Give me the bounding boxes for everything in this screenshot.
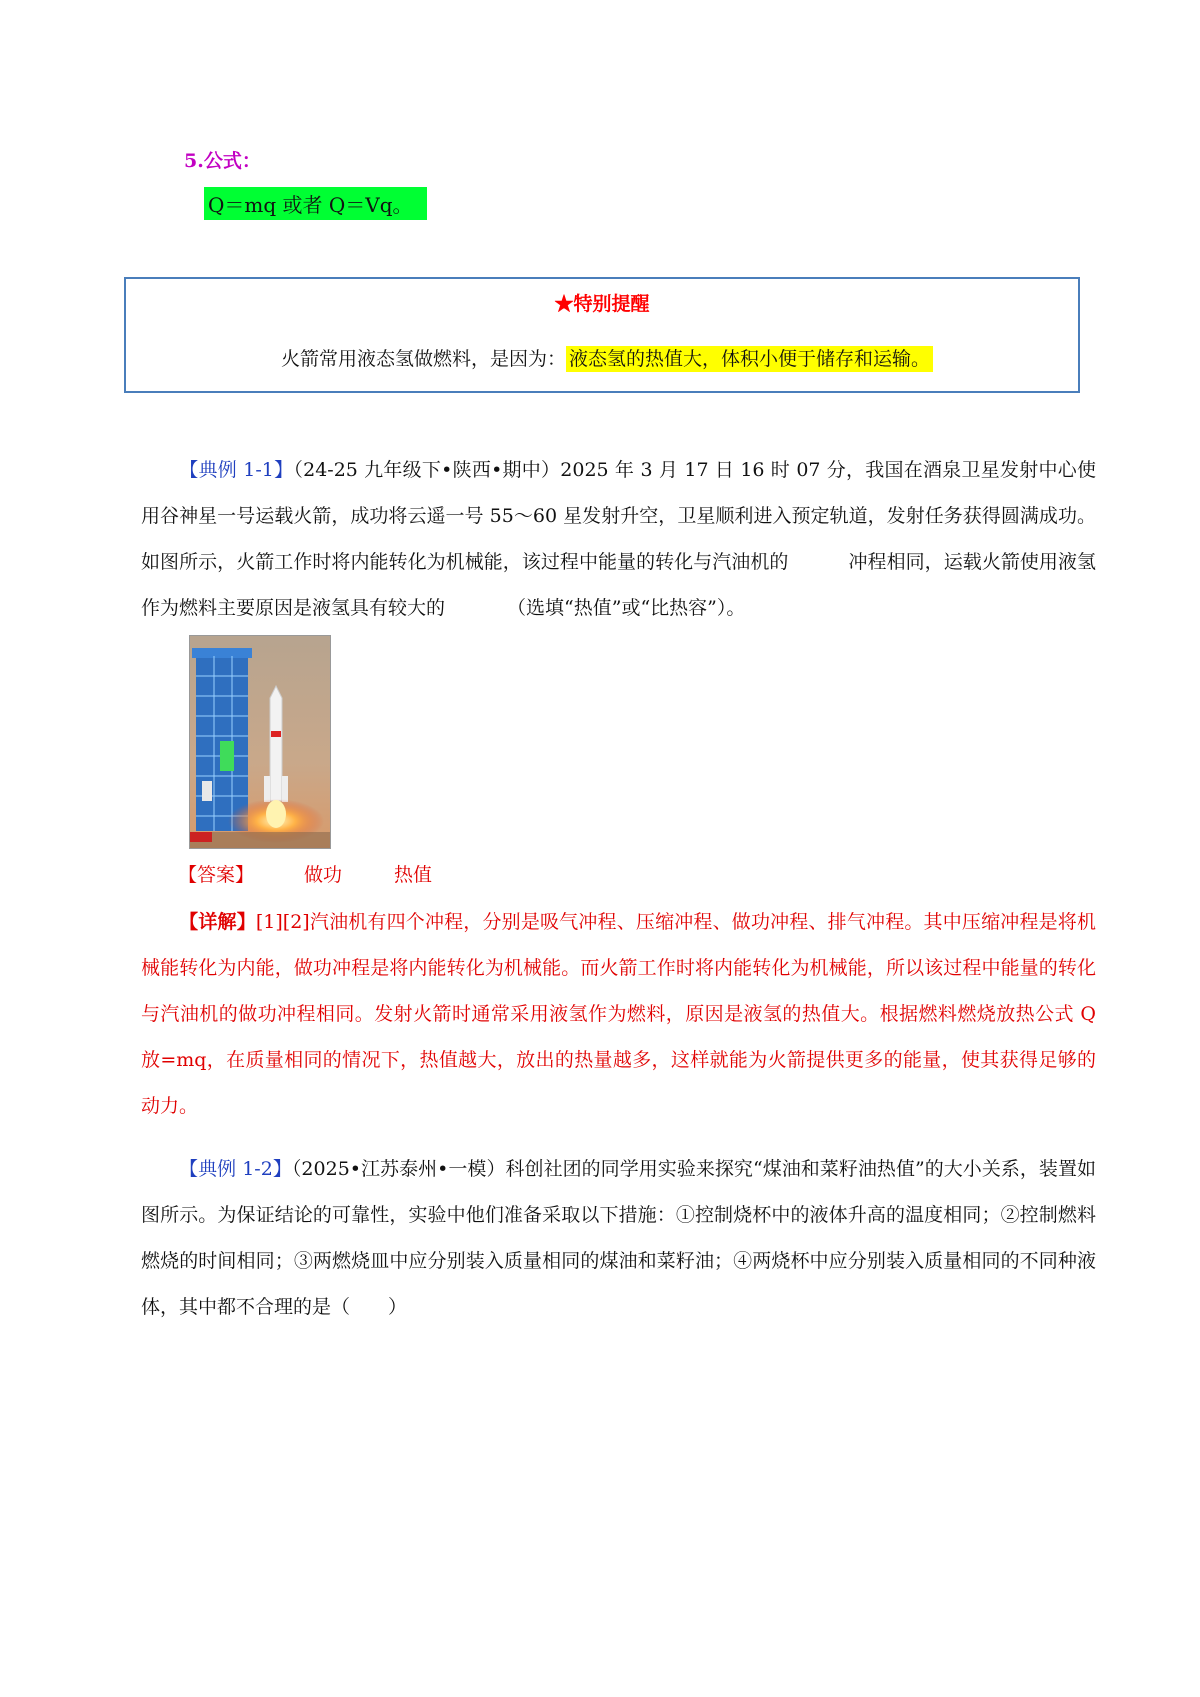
example-1-1-body-2: 冲程相同，运载火箭使用液氢作为燃料主要原因是液氢具有较大的 <box>141 551 1096 619</box>
answer-tag: 【答案】 <box>178 864 255 886</box>
detail-tag: 【详解】 <box>179 911 256 933</box>
example-1-2-body: （2025•江苏泰州•一模）科创社团的同学用实验来探究“煤油和菜籽油热值”的大小关系，装置如图所示。为保证结论的可靠性，实验中他们准备采取以下措施：①控制烧杯中的液体升高的温度相同；②控制燃料燃烧的时间相同；③两燃烧皿中应分别装入质量相同的煤油和菜籽油；④两烧杯中应分别装入质量相同的不同种液体，其中都不合理的是（ ） <box>141 1158 1097 1318</box>
answer-line <box>178 860 432 887</box>
example-1-1-detail <box>141 899 1096 1129</box>
example-1-1-body-1: （24-25 九年级下•陕西•期中）2025 年 3 月 17 日 16 时 07 分，我国在酒泉卫星发射中心使用谷神星一号运载火箭，成功将云遥一号 55～60 星发射升空，卫星顺利进入预定轨道，发射任务获得圆满成功。如图所示，火箭工作时将内能转化为机械能，该过程中能量的转化与汽油机的 <box>141 459 1096 573</box>
answer-1: 做功 <box>304 864 343 886</box>
detail-text: [1][2]汽油机有四个冲程，分别是吸气冲程、压缩冲程、做功冲程、排气冲程。其中压缩冲程是将机械能转化为内能，做功冲程是将内能转化为机械能。而火箭工作时将内能转化为机械能，所以该过程中能量的转化与汽油机的做功冲程相同。发射火箭时通常采用液氢作为燃料，原因是液氢的热值大。根据燃料燃烧放热公式 Q 放=mq，在质量相同的情况下，热值越大，放出的热量越多，这样就能为火箭提供更多的能量，使其获得足够的动力。 <box>141 911 1096 1117</box>
formula-highlight: Q＝mq 或者 Q＝Vq。 <box>204 187 427 220</box>
example-1-1-body-3: （选填“热值”或“比热容”）。 <box>507 597 746 619</box>
example-1-1-question <box>141 447 1096 631</box>
example-1-1-tag: 【典例 1-1】 <box>179 459 294 481</box>
reminder-title: ★特别提醒 <box>554 293 650 315</box>
section-title: 5.公式： <box>184 150 261 172</box>
reminder-text-highlight: 液态氢的热值大，体积小便于储存和运输。 <box>566 346 933 372</box>
rocket-launch-photo <box>189 635 331 849</box>
reminder-text-plain: 火箭常用液态氢做燃料，是因为： <box>281 348 567 370</box>
reminder-text <box>281 344 933 371</box>
rocket-launch-icon <box>190 636 330 848</box>
example-1-2-tag: 【典例 1-2】 <box>179 1158 292 1180</box>
reminder-box <box>124 277 1080 393</box>
example-1-2-question <box>141 1146 1096 1330</box>
answer-2: 热值 <box>394 864 433 886</box>
